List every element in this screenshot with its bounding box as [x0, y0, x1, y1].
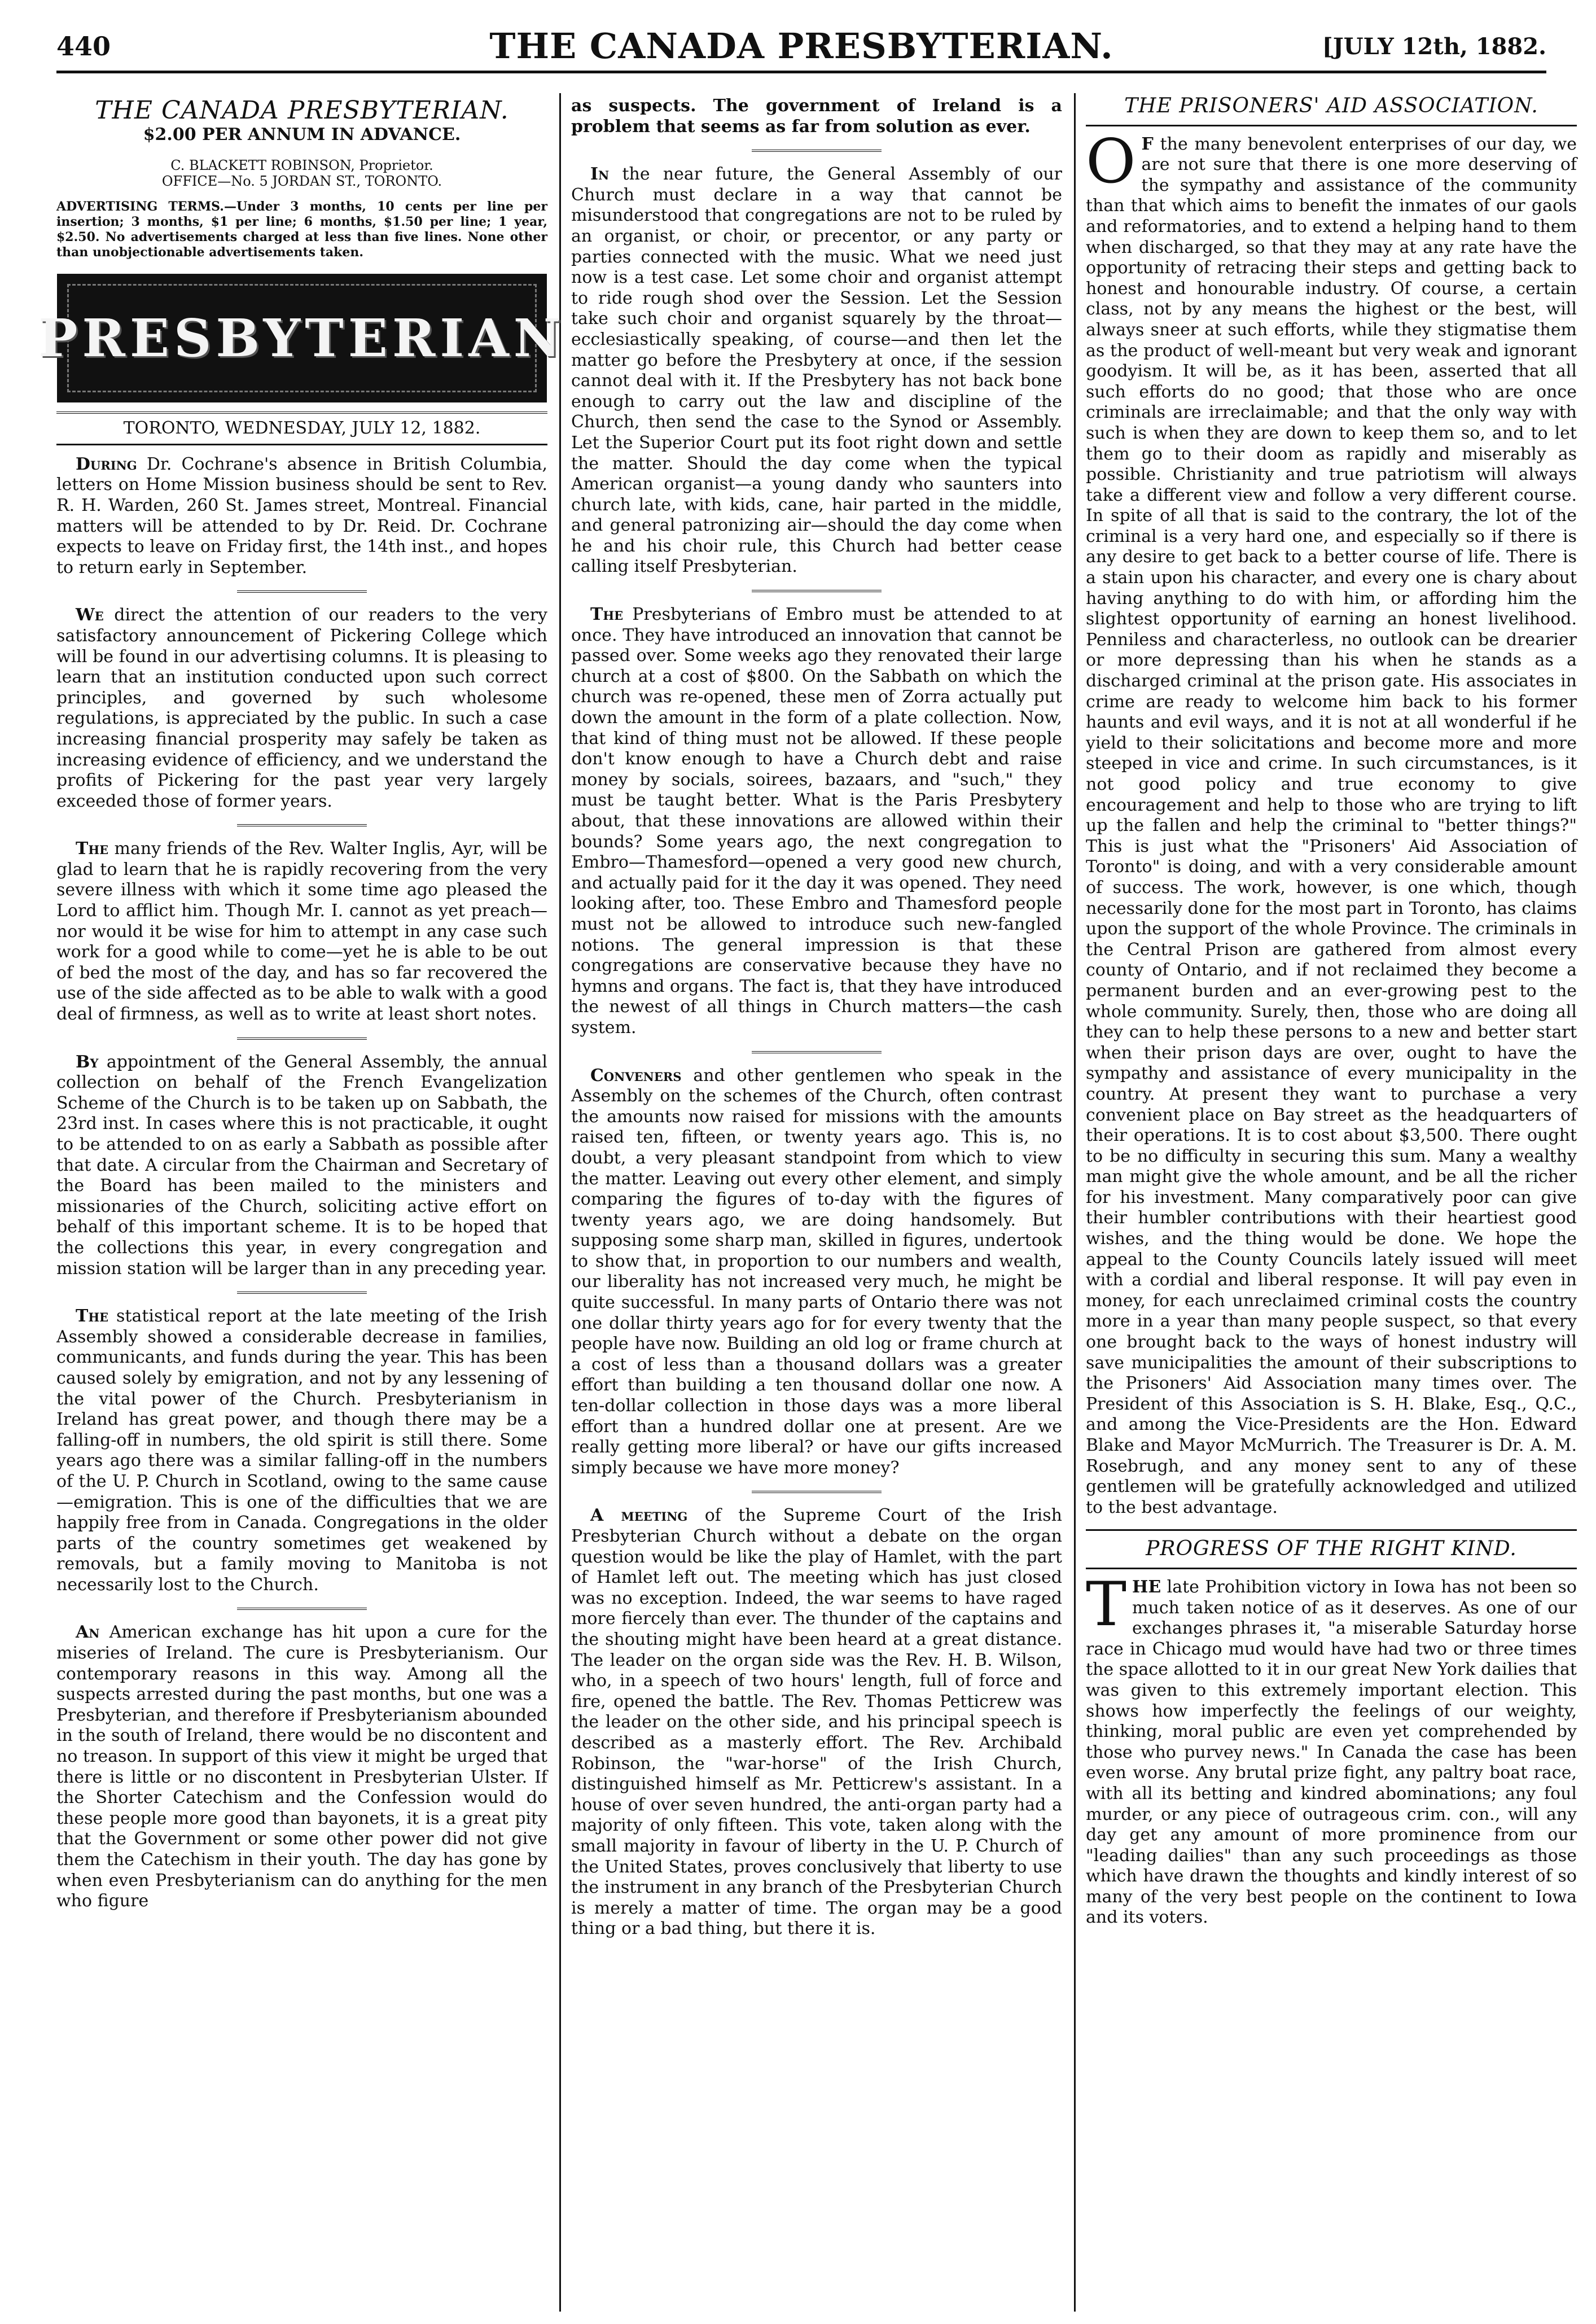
article-paragraph: During Dr. Cochrane's absence in British Columbia, letters on Home Mission business should be sent to Rev. R. H. Warden, 260 St. James street, Montreal. Financial matters will be attended to by Dr. Reid. Dr. Cochrane expects to leave on Friday first, the 14th inst., and hopes to return early in September.: [56, 454, 547, 577]
column-rule: [559, 93, 561, 2312]
section-heading: THE PRISONERS' AID ASSOCIATION.: [1124, 94, 1538, 117]
article-paragraph: An American exchange has hit upon a cure for the miseries of Ireland. The cure is Presbyterianism. Our contemporary reasons in this way. Among all the suspects arrested during the past months, but one was a Presbyterian, and therefore if Presbyterianism abounded in the south of Ireland, there would be no discontent and no treason. In support of this view it might be urged that there is little or no discontent in Presbyterian Ulster. If the Shorter Catechism and the Confession would do these people more good than bayonets, it is a great pity that the Government or some other power did not give them the Catechism in their youth. The day has gone by when even Presbyterianism can do anything for the men who figure: [56, 1622, 547, 1911]
article-divider: [237, 1038, 367, 1040]
column-2: [571, 96, 1062, 2309]
advertising-terms: ADVERTISING TERMS.—Under 3 months, 10 cents per line per insertion; 3 months, $1 per line; 6 months, $1.50 per line; 1 year, $2.50. No advertisements charged at less than five lines. None other than unobjectionable advertisements taken.: [56, 199, 547, 260]
article-paragraph: The many friends of the Rev. Walter Inglis, Ayr, will be glad to learn that he is rapidly recovering from the very severe illness with which it some time ago pleased the Lord to afflict him. Though Mr. I. cannot as yet preach—nor would it be wise for him to attempt in any case such work for a good while to come—yet he is able to be out of bed the most of the day, and has so far recovered the use of the side affected as to be able to walk with a good deal of firmness, as well as to write at least short notes.: [56, 839, 547, 1025]
column-1: [38, 96, 565, 2309]
issue-date: [JULY 12th, 1882.: [1322, 33, 1546, 60]
article-paragraph: The statistical report at the late meeting of the Irish Assembly showed a considerable decrease in families, communicants, and funds during the year. This has been caused solely by emigration, and not by any lessening of the vital power of the Church. Presbyterianism in Ireland has great power, and though there may be a falling-off in numbers, the old spirit is still there. Some years ago there was a similar falling-off in the numbers of the U. P. Church in Scotland, owing to the same cause—emigration. This is one of the difficulties that we are happily free from in Canada. Congregations in the older parts of the country sometimes get weakened by removals, but a family moving to Manitoba is not necessarily lost to the Church.: [56, 1306, 547, 1595]
article-paragraph: O F the many benevolent enterprises of our day, we are not sure that there is one more deserving of the sympathy and assistance of the community than that which aims to benefit the inmates of our gaols and reformatories, and to extend a helping hand to them when discharged, so that they may at any rate have the opportunity of retracing their steps and getting back to honest and honourable industry. Of course, a certain class, not by any means the highest or the best, will always sneer at such efforts, while they stigmatise them as the product of well-meant but very weak and ignorant goodyism. It will be, as it has been, asserted that all such efforts do no good; that those who are once criminals are irreclaimable; and that the only way with such is when they are down to keep them so, and to let them go to their doom as rapidly and miserably as possible. Christianity and true patriotism will always take a different view and follow a very different course. In spite of all that is said to the contrary, the lot of the criminal is a very hard one, and especially so if there is any desire to get back to a better course of life. There is a stain upon his character, and every one is chary about having anything to do with him, or affording him the slightest opportunity of earning an honest livelihood. Penniless and characterless, no outlook can be drearier or more depressing than his when he stands as a discharged criminal at the prison gate. His associates in crime are ready to welcome him back to his former haunts and evil ways, and it is not at all wonderful if he yield to their solicitations and become more and more steeped in vice and crime. In such circumstances, is it not good policy and true economy to give encouragement and help to those who are trying to lift up the fallen and help the criminal to "better things?" This is just what the "Prisoners' Aid Association of Toronto" is doing, and with a very considerable amount of success. The work, however, is one which, though necessarily done for the most part in Toronto, has claims upon the support of the whole Province. The criminals in the Central Prison are gathered from almost every county of Ontario, and if not reclaimed they become a permanent burden and an ever-growing pest to the whole community. Surely, then, those who are doing all they can to help these persons to a new and better start when their prison days are over, ought to have the sympathy and assistance of every municipality in the country. At present they want to purchase a very convenient place on Bay street as the headquarters of their operations. It is to cost about $3,500. There ought to be no difficulty in securing this sum. Many a wealthy man might give the whole amount, and be all the richer for his investment. Many comparatively poor can give their humbler contributions with their heartiest good wishes, and the thing would be done. We hope the appeal to the County Councils lately issued will meet with a cordial and liberal response. It will pay even in money, for each unreclaimed criminal costs the country more in a year than many people suspect, so that every one brought back to the ways of honest industry will save municipalities the amount of their subscriptions to the Prisoners' Aid Association many times over. The President of this Association is S. H. Blake, Esq., Q.C., and among the Vice-Presidents are the Hon. Edward Blake and Mayor McMurrich. The Treasurer is Dr. A. M. Rosebrugh, and any money sent to any of these gentlemen will be gratefully acknowledged and utilized to the best advantage.: [1086, 126, 1577, 1517]
article-divider: [237, 590, 367, 593]
section-rule: [1086, 1529, 1577, 1531]
drop-cap: O: [1086, 126, 1136, 197]
newspaper-title: THE CANADA PRESBYTERIAN.: [489, 25, 1113, 67]
heading-rule: [1086, 125, 1577, 126]
article-paragraph: THE late Prohibition victory in Iowa has not been so much taken notice of as it deserves. As one of our exchanges phrases it, "a miserable Saturday horse race in Chicago mud would have had two or three times the space allotted to it in our great New York dailies that was given to this extremely important election. This shows how imperfectly the feelings of our weighty, thinking, moral public are even yet comprehended by those who purvey news." In Canada the case has been even worse. Any brutal prize fight, any paltry boat race, with all its betting and kindred abominations; any foul murder, or any piece of outrageous crim. con., will any day get any amount of more prominence from our "leading dailies" than any such proceedings as those which have drawn the thoughts and kindly interest of so many of the very best people on the continent to Iowa and its voters.: [1086, 1569, 1577, 1928]
article-divider: [237, 1608, 367, 1610]
office-address: OFFICE—No. 5 JORDAN ST., TORONTO.: [161, 173, 442, 190]
drop-cap: T: [1086, 1569, 1127, 1640]
presbyterian-logo: [38, 274, 565, 402]
article-paragraph: In the near future, the General Assembly of our Church must declare in a way that cannot be misunderstood that congregations are not to be ruled by an organist, or choir, or precentor, or any party or parties connected with the music. What we need just now is a test case. Let some choir and organist attempt to ride rough shod over the Session. Let the Session take such choir and organist squarely by the throat—ecclesiastically speaking, of course—and then let the matter go before the Presbytery at once, if the session cannot deal with it. If the Presbytery has not back bone enough to carry out the law and discipline of the Church, then send the case to the Synod or Assembly. Let the Superior Court put its foot right down and settle the matter. Should the day come when the typical American organist—a young dandy who saunters into church late, with kids, cane, hair parted in the middle, and general patronizing air—should the day come when he and his choir rule, this Church had better cease calling itself Presbyterian.: [571, 164, 1062, 577]
proprietor-line: [56, 157, 547, 189]
logo-text: PRESBYTERIAN: [38, 307, 565, 369]
article-divider: [752, 1051, 882, 1053]
article-paragraph: The Presbyterians of Embro must be attended to at once. They have introduced an innovation that cannot be passed over. Some weeks ago they renovated their large church at a cost of $800. On the Sabbath on which the church was re-opened, these men of Zorra actually put down the amount in the form of a plate collection. Now, that kind of thing must not be allowed. If these people don't know enough to have a Church debt and raise money by socials, soirees, bazaars, and "such," they must be taught better. What is the Paris Presbytery about, that these innovations are allowed within their bounds? Some years ago, the next congregation to Embro—Thamesford—opened a very good new church, and actually paid for it the day it was opened. They need looking after, too. These Embro and Thamesford people must not be allowed to introduce such new-fangled notions. The general impression is that these congregations are conservative because they have no hymns and organs. The fact is, that they have introduced the newest of all things in Church matters—the cash system.: [571, 605, 1062, 1038]
column-3: [1086, 96, 1577, 2309]
dateline: TORONTO, WEDNESDAY, JULY 12, 1882.: [56, 412, 547, 445]
article-paragraph: Conveners and other gentlemen who speak in the Assembly on the schemes of the Church, often contrast the amounts now raised for missions with the amounts raised ten, fifteen, or twenty years ago. This is, no doubt, a very pleasant standpoint from which to view the matter. Leaving out every other element, and simply comparing the figures of to-day with the figures of twenty years ago, we are doing handsomely. But supposing some sharp man, skilled in figures, undertook to show that, in proportion to our numbers and wealth, our liberality has not increased very much, he might be quite successful. In many parts of Ontario there was not one dollar thirty years ago for for every twenty that the people have now. Building an old log or frame church at a cost of less than a thousand dollars was a greater effort than building a ten thousand dollar one now. A ten-dollar collection in those days was a more liberal effort than a hundred dollar one at present. Are we really getting more liberal? or have our gifts increased simply because we have more money?: [571, 1065, 1062, 1478]
proprietor-name: C. BLACKETT ROBINSON, Proprietor.: [170, 157, 433, 174]
article-divider: [752, 590, 882, 592]
article-divider: [752, 1491, 882, 1493]
article-paragraph: We direct the attention of our readers to the very satisfactory announcement of Pickering College which will be found in our advertising columns. It is pleasing to learn that an institution conducted upon such correct principles, and governed by such wholesome regulations, is appreciated by the public. In such a case increasing financial prosperity may safely be taken as increasing evidence of efficiency, and we understand the profits of Pickering for the past year very largely exceeded those of former years.: [56, 605, 547, 811]
article-divider: [752, 150, 882, 152]
column-rule: [1074, 93, 1076, 2312]
section-heading: PROGRESS OF THE RIGHT KIND.: [1146, 1537, 1517, 1561]
article-divider: [237, 824, 367, 826]
article-paragraph: By appointment of the General Assembly, the annual collection on behalf of the French Evangelization Scheme of the Church is to be taken up on Sabbath, the 23rd inst. In cases where this is not practicable, it ought to be attended to on as early a Sabbath as possible after that date. A circular from the Chairman and Secretary of the Board has been mailed to the ministers and missionaries of the Church, soliciting active effort on behalf of this important scheme. It is to be hoped that the collections this year, in every congregation and mission station will be larger than in any preceding year.: [56, 1052, 547, 1279]
article-divider: [237, 1292, 367, 1294]
article-continuation: as suspects. The government of Ireland is a problem that seems as far from solution as ever.: [571, 96, 1062, 137]
page-number: 440: [56, 31, 111, 62]
page-header: [56, 20, 1546, 73]
masthead-title: THE CANADA PRESBYTERIAN.: [95, 96, 509, 125]
subscription-price: $2.00 PER ANNUM IN ADVANCE.: [143, 124, 461, 145]
heading-rule: [1086, 1568, 1577, 1569]
article-paragraph: A meeting of the Supreme Court of the Irish Presbyterian Church without a debate on the organ question would be like the play of Hamlet, with the part of Hamlet left out. The meeting which has just closed was no exception. Indeed, the war seems to have raged more fiercely than ever. The thunder of the captains and the shouting might have been heard at a great distance. The leader on the organ side was the Rev. H. B. Wilson, who, in a speech of two hours' length, full of force and fire, opened the battle. The Rev. Thomas Petticrew was the leader on the other side, and his principal speech is described as a masterly effort. The Rev. Archibald Robinson, the "war-horse" of the Irish Church, distinguished himself as Mr. Petticrew's assistant. In a house of over seven hundred, the anti-organ party had a majority of only fifteen. This vote, taken along with the small majority in favour of liberty in the U. P. Church of the United States, proves conclusively that liberty to use the instrument in any branch of the Presbyterian Church is merely a matter of time. The organ may be a good thing or a bad thing, but there it is.: [571, 1505, 1062, 1939]
